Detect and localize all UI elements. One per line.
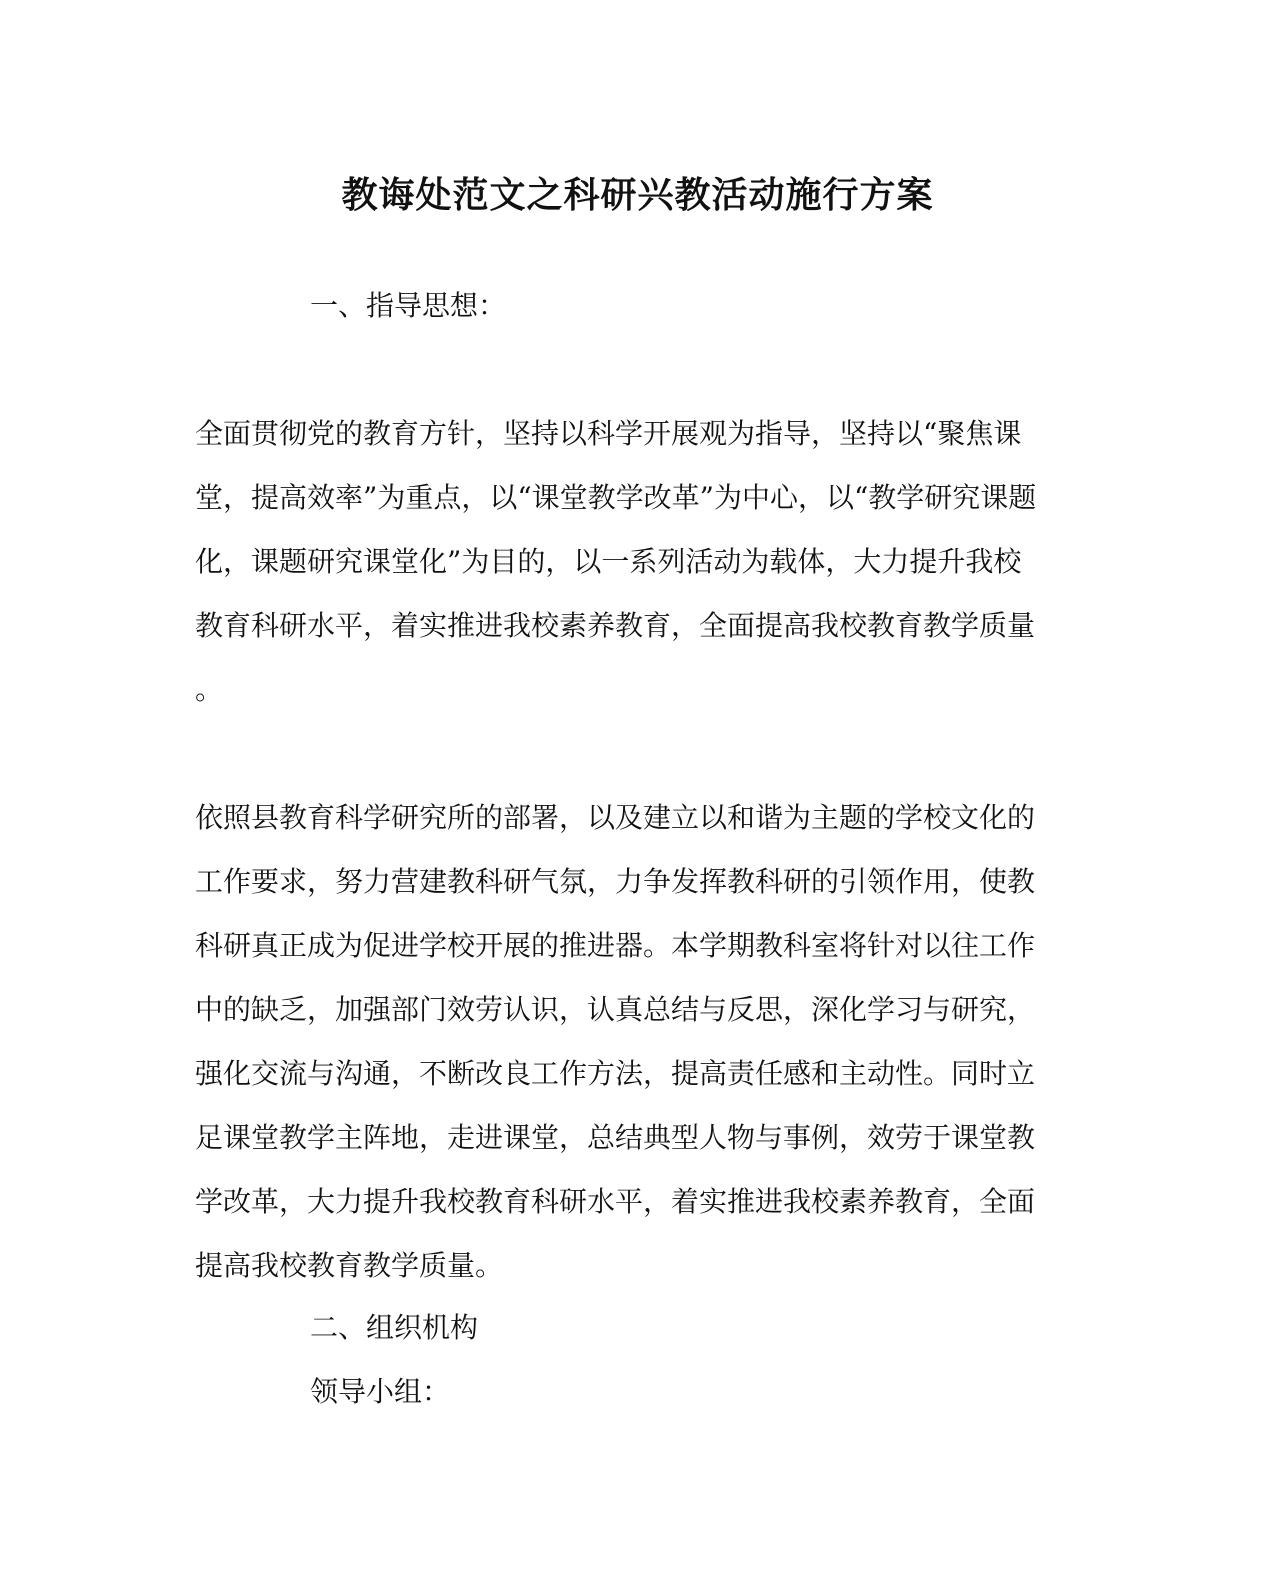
paragraph-line: 科研真正成为促进学校开展的推进器。本学期教科室将针对以往工作 bbox=[195, 929, 1036, 962]
paragraph-line: 提高我校教育教学质量。 bbox=[195, 1249, 504, 1282]
paragraph-deployment bbox=[195, 786, 1055, 1298]
paragraph-line: 堂，提高效率”为重点，以“课堂教学改革”为中心，以“教学研究课题 bbox=[195, 481, 1037, 514]
paragraph-line: 足课堂教学主阵地，走进课堂，总结典型人物与事例，效劳于课堂教 bbox=[195, 1121, 1036, 1154]
subsection-heading-leadership-group: 领导小组： bbox=[310, 1375, 451, 1408]
paragraph-line: 化，课题研究课堂化”为目的，以一系列活动为载体，大力提升我校 bbox=[195, 545, 1022, 578]
paragraph-line: 。 bbox=[195, 673, 224, 706]
section-heading-organization: 二、组织机构 bbox=[310, 1311, 479, 1344]
paragraph-line: 强化交流与沟通，不断改良工作方法，提高责任感和主动性。同时立 bbox=[195, 1057, 1036, 1090]
paragraph-line: 中的缺乏，加强部门效劳认识，认真总结与反思，深化学习与研究， bbox=[195, 993, 1036, 1026]
document-title: 教诲处范文之科研兴教活动施行方案 bbox=[341, 174, 934, 216]
paragraph-line: 全面贯彻党的教育方针，坚持以科学开展观为指导，坚持以“聚焦课 bbox=[195, 417, 1022, 450]
paragraph-line: 教育科研水平，着实推进我校素养教育，全面提高我校教育教学质量 bbox=[195, 609, 1036, 642]
paragraph-line: 依照县教育科学研究所的部署，以及建立以和谐为主题的学校文化的 bbox=[195, 801, 1036, 834]
section-heading-guiding-ideology: 一、指导思想： bbox=[310, 289, 507, 322]
paragraph-guiding-ideology bbox=[195, 402, 1055, 722]
paragraph-line: 工作要求，努力营建教科研气氛，力争发挥教科研的引领作用，使教 bbox=[195, 865, 1036, 898]
paragraph-line: 学改革，大力提升我校教育科研水平，着实推进我校素养教育，全面 bbox=[195, 1185, 1036, 1218]
